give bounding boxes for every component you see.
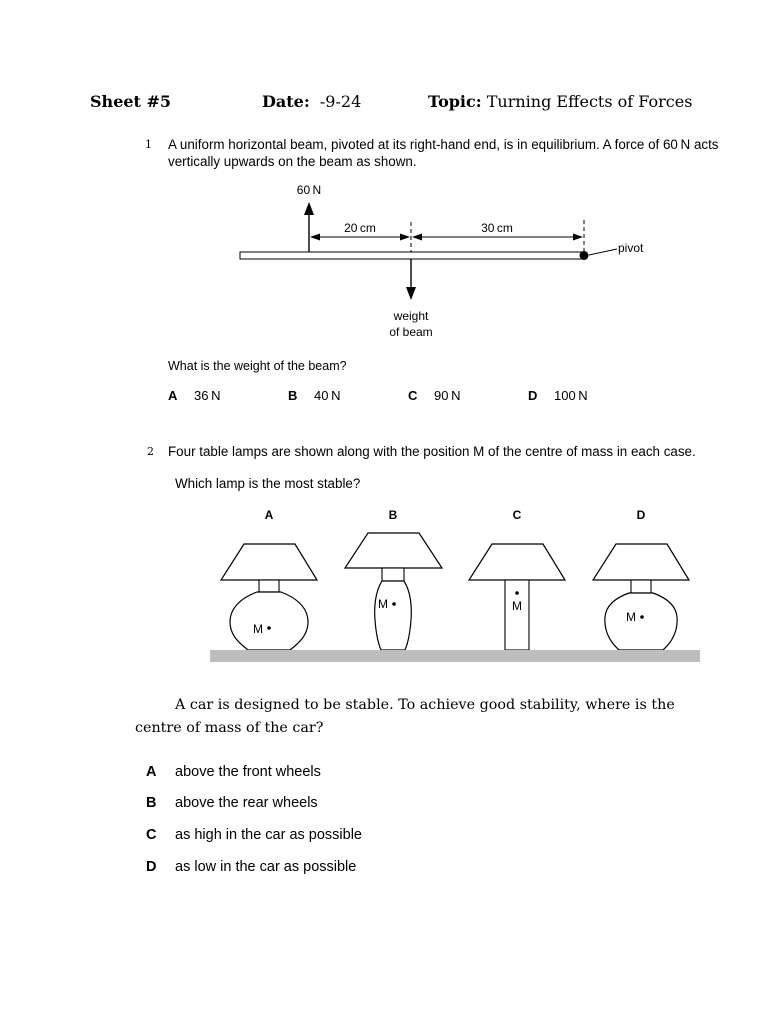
table-surface bbox=[210, 650, 700, 662]
option-text: 36 N bbox=[194, 388, 221, 403]
option-text: above the front wheels bbox=[175, 764, 321, 780]
option-text: 90 N bbox=[434, 388, 461, 403]
weight-arrow-head bbox=[406, 287, 416, 300]
lamp-c bbox=[469, 544, 565, 650]
lamp-c-shade bbox=[469, 544, 565, 580]
lamp-b-base bbox=[375, 581, 412, 650]
question-1-option-c[interactable] bbox=[408, 388, 461, 403]
question-2-number: 2 bbox=[147, 445, 154, 458]
sheet-number: Sheet #5 bbox=[90, 92, 172, 111]
lamp-d-shade bbox=[593, 544, 689, 580]
lamp-c-stand bbox=[505, 580, 529, 650]
option-letter: D bbox=[146, 859, 157, 875]
lamp-c-mass-label: M bbox=[512, 599, 522, 613]
lamp-b-label: B bbox=[388, 508, 398, 522]
lamp-b-mass-label: M bbox=[378, 597, 388, 611]
pivot-point bbox=[580, 251, 589, 260]
question-1-text-line-1: A uniform horizontal beam, pivoted at its right-hand end, is in equilibrium. A force of 60 N acts bbox=[168, 137, 719, 152]
question-3-text-line-2: centre of mass of the car? bbox=[135, 720, 324, 736]
topic-label: Topic: bbox=[428, 92, 482, 111]
option-letter: B bbox=[288, 388, 298, 403]
question-1-text-line-2: vertically upwards on the beam as shown. bbox=[168, 154, 417, 169]
distance-30cm-arrow-right bbox=[573, 234, 583, 241]
lamp-a-mass-label: M bbox=[253, 622, 263, 636]
topic-value: Turning Effects of Forces bbox=[486, 92, 693, 111]
lamp-c-centre-of-mass bbox=[515, 591, 519, 595]
lamp-a-base bbox=[230, 592, 308, 650]
weight-label-line-2: of beam bbox=[389, 325, 433, 339]
lamp-b-neck bbox=[382, 568, 404, 581]
option-letter: D bbox=[528, 388, 538, 403]
date-value: -9-24 bbox=[319, 92, 362, 111]
distance-20cm-label: 20 cm bbox=[344, 221, 376, 235]
lamp-a-neck bbox=[259, 580, 279, 592]
lamp-b-centre-of-mass bbox=[392, 602, 396, 606]
question-1-option-b[interactable] bbox=[288, 388, 341, 403]
lamp-d-label: D bbox=[636, 508, 646, 522]
lamp-a-shade bbox=[221, 544, 317, 580]
distance-30cm-label: 30 cm bbox=[481, 221, 513, 235]
distance-30cm-arrow-left bbox=[412, 234, 422, 241]
lamp-b bbox=[345, 533, 442, 650]
date-label: Date: bbox=[262, 92, 310, 111]
question-1-number: 1 bbox=[145, 138, 152, 151]
lamp-a-label: A bbox=[264, 508, 274, 522]
lamp-d-neck bbox=[631, 580, 651, 593]
option-text: 100 N bbox=[554, 388, 588, 403]
weight-label-line-1: weight bbox=[393, 309, 429, 323]
lamp-d-centre-of-mass bbox=[640, 615, 644, 619]
pivot-label: pivot bbox=[618, 241, 644, 255]
lamps-diagram bbox=[205, 500, 705, 670]
topic-field bbox=[428, 92, 692, 111]
lamp-d bbox=[593, 544, 689, 650]
option-text: above the rear wheels bbox=[175, 795, 318, 811]
force-arrow-head bbox=[304, 202, 314, 215]
lamp-d-mass-label: M bbox=[626, 610, 636, 624]
question-2-text: Four table lamps are shown along with the position M of the centre of mass in each case. bbox=[168, 444, 696, 459]
lamp-c-label: C bbox=[512, 508, 522, 522]
question-2-prompt: Which lamp is the most stable? bbox=[175, 476, 361, 491]
lamp-a-centre-of-mass bbox=[267, 626, 271, 630]
question-3-text bbox=[135, 694, 675, 740]
question-1-option-d[interactable] bbox=[528, 388, 588, 403]
lamp-d-base bbox=[605, 593, 677, 650]
question-1-prompt: What is the weight of the beam? bbox=[168, 359, 347, 373]
option-letter: A bbox=[168, 388, 178, 403]
beam-diagram bbox=[230, 178, 670, 348]
option-letter: C bbox=[408, 388, 418, 403]
date-field bbox=[262, 92, 361, 111]
pivot-leader-line bbox=[589, 249, 617, 255]
question-1-text bbox=[168, 136, 719, 170]
lamp-a bbox=[221, 544, 317, 650]
question-3-text-line-1: A car is designed to be stable. To achieve good stability, where is the bbox=[175, 697, 675, 713]
option-letter: B bbox=[146, 795, 157, 811]
question-3-options bbox=[146, 764, 546, 884]
option-letter: C bbox=[146, 827, 157, 843]
question-1-option-a[interactable] bbox=[168, 388, 221, 403]
option-text: as low in the car as possible bbox=[175, 859, 357, 875]
option-text: as high in the car as possible bbox=[175, 827, 362, 843]
force-label: 60 N bbox=[296, 183, 322, 197]
lamp-b-shade bbox=[345, 533, 442, 568]
option-letter: A bbox=[146, 764, 157, 780]
distance-20cm-arrow-right bbox=[400, 234, 410, 241]
distance-20cm-arrow-left bbox=[310, 234, 320, 241]
option-text: 40 N bbox=[314, 388, 341, 403]
beam bbox=[240, 252, 586, 259]
